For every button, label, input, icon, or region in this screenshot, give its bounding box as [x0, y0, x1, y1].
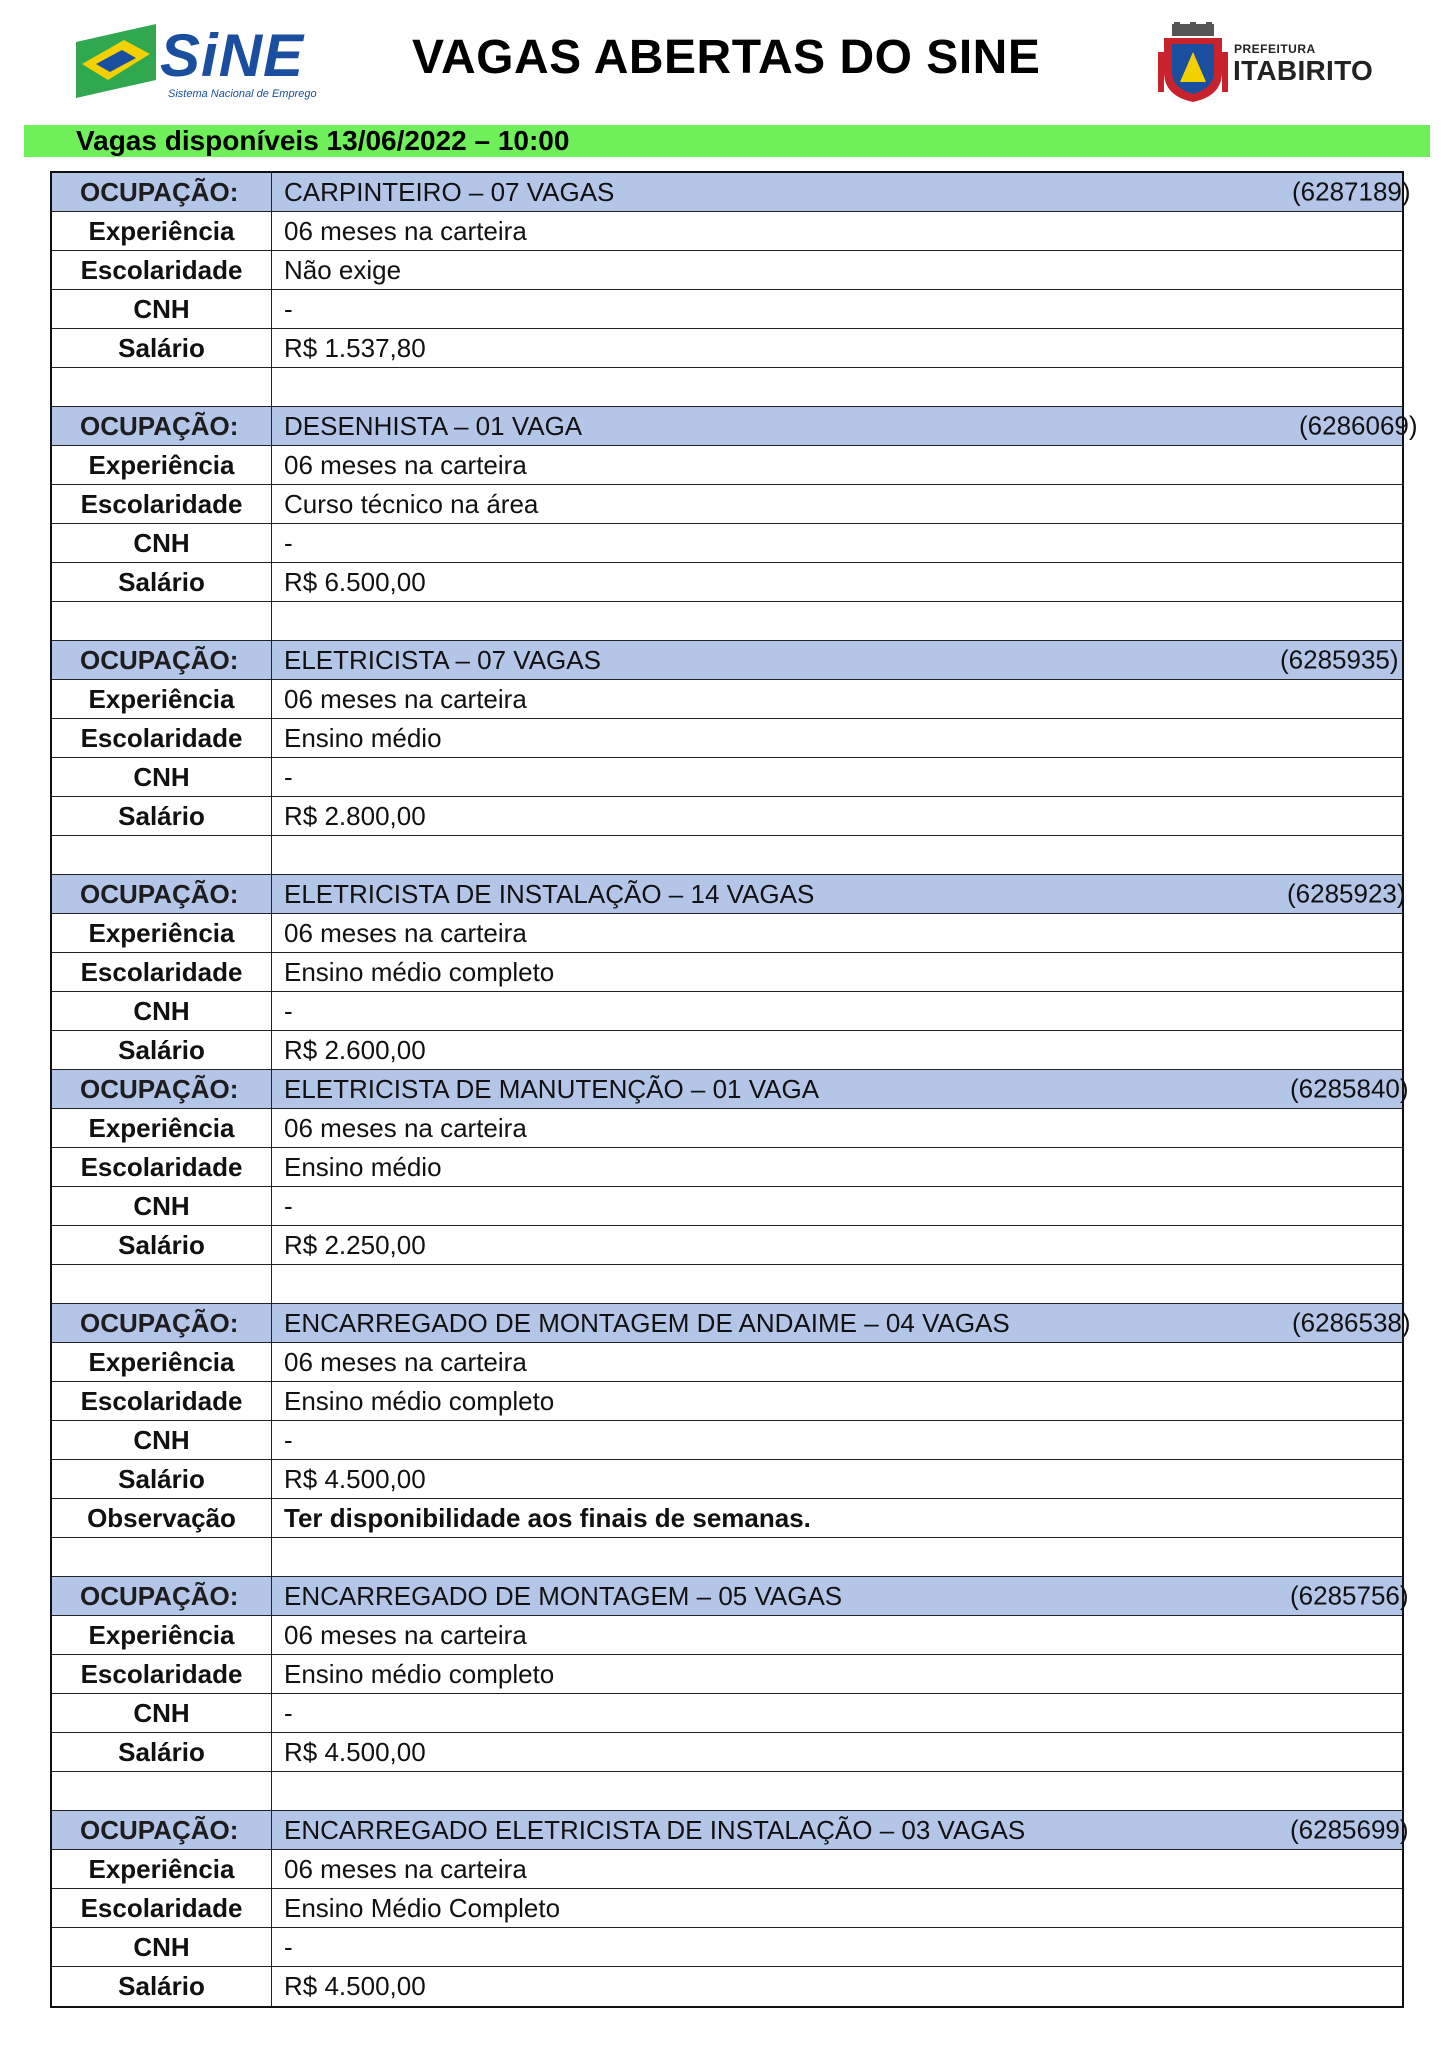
experience-row: [52, 1343, 1402, 1382]
cnh-value: -: [284, 293, 293, 324]
occupation-label: OCUPAÇÃO:: [52, 875, 272, 913]
occupation-label: OCUPAÇÃO:: [52, 1811, 272, 1849]
spacer-cell: [52, 602, 272, 640]
occupation-title: CARPINTEIRO – 07 VAGAS: [284, 176, 615, 207]
cnh-value: -: [284, 1697, 293, 1728]
job-code: (6285699): [1290, 1814, 1409, 1845]
salary-row: [52, 563, 1402, 602]
education-value: Ensino médio completo: [284, 1385, 555, 1416]
cnh-label: CNH: [52, 290, 272, 328]
experience-value: 06 meses na carteira: [284, 683, 527, 714]
occupation-label: OCUPAÇÃO:: [52, 641, 272, 679]
cnh-row: [52, 1694, 1402, 1733]
education-value: Curso técnico na área: [284, 488, 539, 519]
spacer-cell: [272, 1772, 1402, 1810]
education-row: [52, 485, 1402, 524]
salary-value: R$ 4.500,00: [284, 1736, 426, 1767]
occupation-label: OCUPAÇÃO:: [52, 1577, 272, 1615]
experience-row: [52, 914, 1402, 953]
spacer-cell: [52, 1265, 272, 1303]
education-value: Não exige: [284, 254, 402, 285]
experience-label: Experiência: [52, 1343, 272, 1381]
job-occupation-row: [52, 875, 1406, 914]
job-code: (6285756): [1290, 1580, 1409, 1611]
spacer-row: [52, 1772, 1402, 1811]
occupation-title: DESENHISTA – 01 VAGA: [284, 410, 583, 441]
job-code: (6285935): [1280, 644, 1399, 675]
spacer-row: [52, 602, 1402, 641]
occupation-title: ENCARREGADO ELETRICISTA DE INSTALAÇÃO – 03 VAGAS: [284, 1814, 1026, 1845]
occupation-label: OCUPAÇÃO:: [52, 407, 272, 445]
experience-value: 06 meses na carteira: [284, 1853, 527, 1884]
salary-value: R$ 4.500,00: [284, 1463, 426, 1494]
sine-logo-text: SiNE: [160, 22, 305, 89]
education-label: Escolaridade: [52, 1655, 272, 1693]
salary-label: Salário: [52, 1733, 272, 1771]
experience-row: [52, 1850, 1402, 1889]
cnh-label: CNH: [52, 758, 272, 796]
spacer-cell: [272, 602, 1402, 640]
salary-label: Salário: [52, 329, 272, 367]
education-value: Ensino médio completo: [284, 1658, 555, 1689]
education-row: [52, 1382, 1402, 1421]
experience-label: Experiência: [52, 914, 272, 952]
occupation-label: OCUPAÇÃO:: [52, 1070, 272, 1108]
education-label: Escolaridade: [52, 1382, 272, 1420]
education-row: [52, 251, 1402, 290]
occupation-title: ENCARREGADO DE MONTAGEM DE ANDAIME – 04 VAGAS: [284, 1307, 1010, 1338]
prefeitura-label: PREFEITURA: [1234, 42, 1316, 56]
job-occupation-row: [52, 1304, 1411, 1343]
cnh-label: CNH: [52, 1694, 272, 1732]
education-value: Ensino Médio Completo: [284, 1892, 561, 1923]
salary-row: [52, 797, 1402, 836]
education-value: Ensino médio completo: [284, 956, 555, 987]
experience-row: [52, 446, 1402, 485]
observation-row: [52, 1499, 1402, 1538]
education-row: [52, 719, 1402, 758]
cnh-label: CNH: [52, 1187, 272, 1225]
job-occupation-row: [52, 1577, 1409, 1616]
spacer-row: [52, 1538, 1402, 1577]
experience-value: 06 meses na carteira: [284, 1346, 527, 1377]
experience-value: 06 meses na carteira: [284, 1619, 527, 1650]
observation-label: Observação: [52, 1499, 272, 1537]
spacer-row: [52, 368, 1402, 407]
experience-row: [52, 1616, 1402, 1655]
job-occupation-row: [52, 1070, 1409, 1109]
salary-row: [52, 1460, 1402, 1499]
experience-value: 06 meses na carteira: [284, 215, 527, 246]
experience-label: Experiência: [52, 1850, 272, 1888]
salary-value: R$ 2.250,00: [284, 1229, 426, 1260]
salary-row: [52, 1226, 1402, 1265]
experience-label: Experiência: [52, 212, 272, 250]
salary-row: [52, 1733, 1402, 1772]
experience-row: [52, 680, 1402, 719]
cnh-value: -: [284, 761, 293, 792]
date-banner-text: Vagas disponíveis 13/06/2022 – 10:00: [76, 125, 570, 156]
experience-value: 06 meses na carteira: [284, 1112, 527, 1143]
education-label: Escolaridade: [52, 953, 272, 991]
observation-value: Ter disponibilidade aos finais de semanas.: [284, 1502, 811, 1533]
job-code: (6285840): [1290, 1073, 1409, 1104]
salary-label: Salário: [52, 563, 272, 601]
jobs-table: [50, 171, 1418, 2008]
job-code: (6285923): [1287, 878, 1406, 909]
occupation-label: OCUPAÇÃO:: [52, 1304, 272, 1342]
education-label: Escolaridade: [52, 1889, 272, 1927]
salary-row: [52, 329, 1402, 368]
salary-label: Salário: [52, 1460, 272, 1498]
cnh-label: CNH: [52, 524, 272, 562]
page-title: VAGAS ABERTAS DO SINE: [412, 31, 1041, 84]
sine-flag-icon: [76, 24, 156, 98]
sine-logo: [76, 20, 326, 104]
cnh-value: -: [284, 995, 293, 1026]
cnh-row: [52, 524, 1402, 563]
spacer-cell: [52, 1538, 272, 1576]
experience-label: Experiência: [52, 446, 272, 484]
education-label: Escolaridade: [52, 1148, 272, 1186]
spacer-cell: [52, 368, 272, 406]
salary-value: R$ 6.500,00: [284, 566, 426, 597]
cnh-row: [52, 758, 1402, 797]
experience-row: [52, 1109, 1402, 1148]
education-label: Escolaridade: [52, 485, 272, 523]
experience-value: 06 meses na carteira: [284, 917, 527, 948]
cnh-value: -: [284, 1424, 293, 1455]
education-row: [52, 953, 1402, 992]
education-row: [52, 1148, 1402, 1187]
spacer-cell: [52, 836, 272, 874]
city-crest-icon: [1158, 22, 1228, 102]
spacer-cell: [52, 1772, 272, 1810]
education-value: Ensino médio: [284, 1151, 442, 1182]
salary-row: [52, 1967, 1402, 2006]
occupation-title: ENCARREGADO DE MONTAGEM – 05 VAGAS: [284, 1580, 843, 1611]
cnh-row: [52, 1421, 1402, 1460]
prefeitura-itabirito-logo: [1158, 22, 1378, 102]
job-occupation-row: [52, 641, 1402, 680]
salary-value: R$ 1.537,80: [284, 332, 426, 363]
spacer-cell: [272, 1538, 1402, 1576]
job-occupation-row: [52, 407, 1418, 446]
education-row: [52, 1655, 1402, 1694]
salary-value: R$ 2.600,00: [284, 1034, 426, 1065]
experience-label: Experiência: [52, 1616, 272, 1654]
job-code: (6286538): [1292, 1307, 1411, 1338]
experience-label: Experiência: [52, 1109, 272, 1147]
spacer-cell: [272, 836, 1402, 874]
prefeitura-name: ITABIRITO: [1233, 55, 1374, 86]
spacer-row: [52, 1265, 1402, 1304]
cnh-row: [52, 992, 1402, 1031]
salary-label: Salário: [52, 1967, 272, 2006]
date-banner: [24, 125, 1430, 157]
cnh-label: CNH: [52, 992, 272, 1030]
salary-row: [52, 1031, 1402, 1070]
salary-value: R$ 2.800,00: [284, 800, 426, 831]
page-header: [0, 0, 1448, 120]
job-occupation-row: [52, 1811, 1409, 1850]
education-label: Escolaridade: [52, 719, 272, 757]
cnh-row: [52, 290, 1402, 329]
cnh-label: CNH: [52, 1928, 272, 1966]
spacer-row: [52, 836, 1402, 875]
cnh-value: -: [284, 1931, 293, 1962]
experience-value: 06 meses na carteira: [284, 449, 527, 480]
spacer-cell: [272, 1265, 1402, 1303]
salary-label: Salário: [52, 797, 272, 835]
cnh-label: CNH: [52, 1421, 272, 1459]
occupation-title: ELETRICISTA – 07 VAGAS: [284, 644, 601, 675]
occupation-title: ELETRICISTA DE INSTALAÇÃO – 14 VAGAS: [284, 878, 815, 909]
cnh-value: -: [284, 1190, 293, 1221]
occupation-title: ELETRICISTA DE MANUTENÇÃO – 01 VAGA: [284, 1073, 820, 1104]
cnh-row: [52, 1187, 1402, 1226]
sine-logo-subtitle: Sistema Nacional de Emprego: [168, 88, 317, 100]
salary-label: Salário: [52, 1031, 272, 1069]
job-code: (6287189): [1292, 176, 1411, 207]
cnh-value: -: [284, 527, 293, 558]
experience-label: Experiência: [52, 680, 272, 718]
cnh-row: [52, 1928, 1402, 1967]
job-code: (6286069): [1299, 410, 1418, 441]
experience-row: [52, 212, 1402, 251]
salary-value: R$ 4.500,00: [284, 1971, 426, 2001]
occupation-label: OCUPAÇÃO:: [52, 173, 272, 211]
spacer-cell: [272, 368, 1402, 406]
job-occupation-row: [52, 173, 1411, 212]
salary-label: Salário: [52, 1226, 272, 1264]
education-row: [52, 1889, 1402, 1928]
education-value: Ensino médio: [284, 722, 442, 753]
education-label: Escolaridade: [52, 251, 272, 289]
